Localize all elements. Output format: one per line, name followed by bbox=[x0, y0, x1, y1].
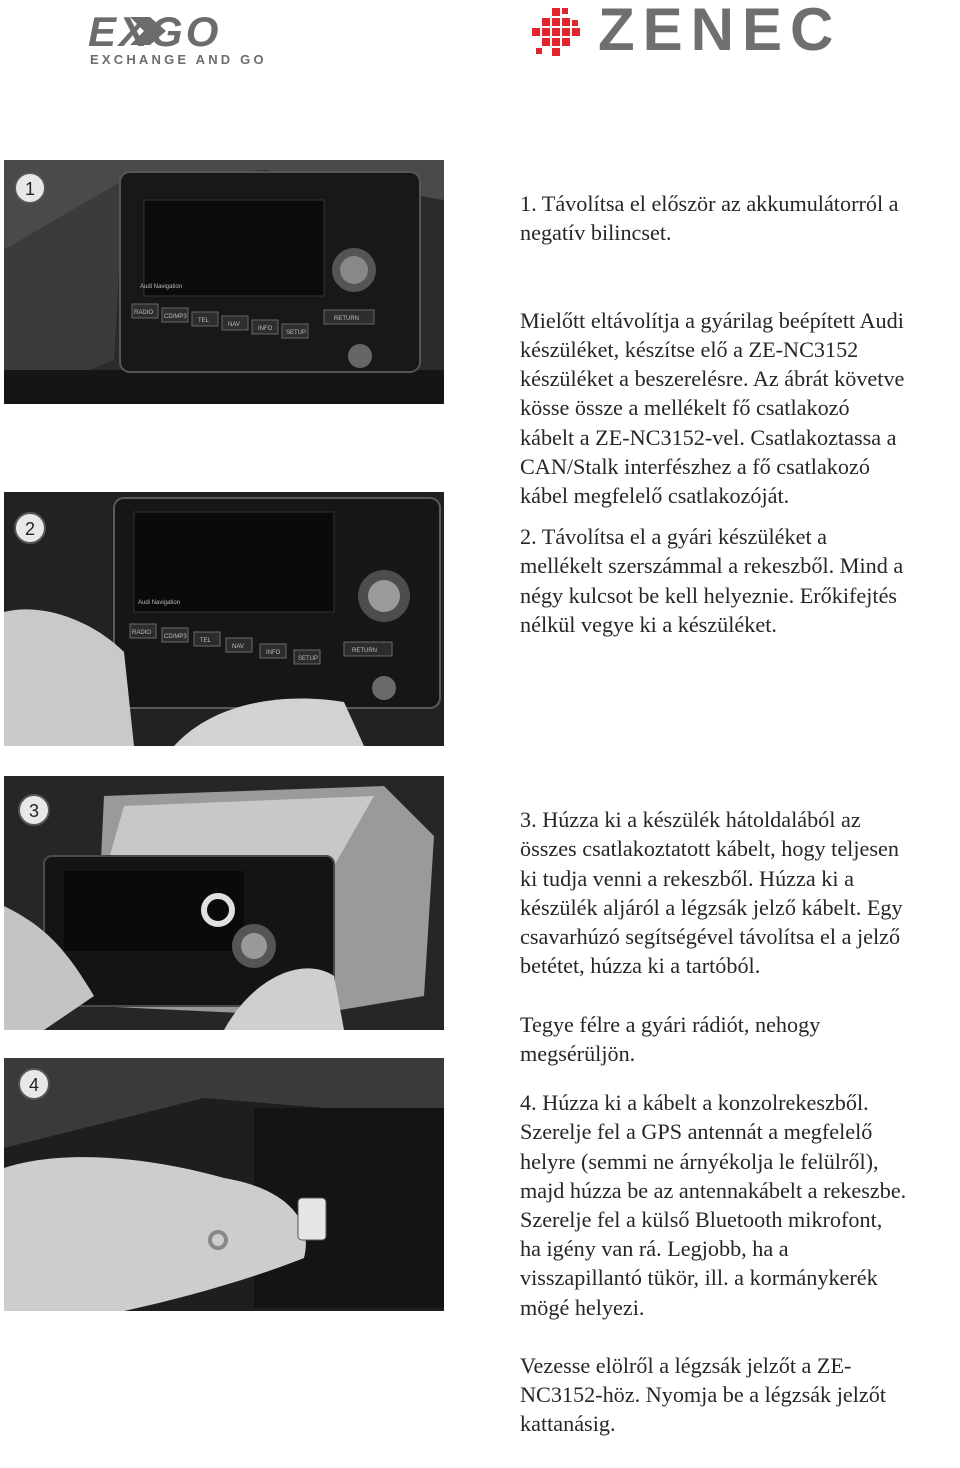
step-1-label-0: Audi Navigation bbox=[140, 284, 183, 290]
step-2-text bbox=[520, 493, 960, 668]
step-1-text bbox=[520, 160, 960, 539]
step-3-photo bbox=[4, 776, 444, 1030]
step-4-text bbox=[520, 1059, 960, 1468]
step-1-label-5: INFO bbox=[258, 326, 273, 332]
step-1-paragraph-2: Mielőtt eltávolítja a gyárilag beépített Audi készüléket, készítse elő a ZE-NC3152 készüléket a beszerelésre. Az ábrát követve kösse össze a mellékelt fő csatlakozó kábelt a ZE-NC3152-vel. Csatlakoztassa a CAN/Stalk interfészhez a fő csatlakozó kábel megfelelő csatlakozóját. bbox=[520, 307, 905, 509]
step-4-paragraph-1: 4. Húzza ki a kábelt a konzolrekeszből. Szerelje fel a GPS antennát a megfelelő helyre (semmi ne árnyékolja le felülről), majd húzza be az antennakábelt a rekeszbe. Szerelje fel a külső Bluetooth mikrofont, ha igény van rá. Legjobb, ha a visszapillantó tükör, ill. a kormánykerék mögé helyezi. bbox=[520, 1090, 907, 1320]
step-2-label-3: TEL bbox=[200, 638, 212, 644]
step-1-label-1: RADIO bbox=[134, 310, 154, 316]
step-3-paragraph-1: 3. Húzza ki a készülék hátoldalából az összes csatlakoztatott kábelt, hogy teljesen ki tudja venni a rekeszből. Húzza ki a készülék aljáról a légzsák jelző kábelt. Egy csavarhúzó segítségével távolítsa el a jelző betétet, húzza ki a tartóból. bbox=[520, 807, 903, 979]
step-3-text bbox=[520, 776, 960, 1097]
exgo-logo bbox=[86, 8, 300, 70]
step-2-badge: 2 bbox=[24, 519, 36, 539]
step-4-paragraph-2: Vezesse elölről a légzsák jelzőt a ZE- NC3152-höz. Nyomja be a légzsák jelzőt kattanásig. bbox=[520, 1353, 886, 1437]
step-1-paragraph-1: 1. Távolítsa el először az akkumulátorról a negatív bilincset. bbox=[520, 191, 899, 246]
step-2-label-2: CD/MP3 bbox=[164, 634, 187, 640]
step-1-photo bbox=[4, 160, 444, 404]
step-1-label-6: SETUP bbox=[286, 330, 307, 336]
step-2-paragraph-1: 2. Távolítsa el a gyári készüléket a mellékelt szerszámmal a rekeszből. Mind a négy kulcsot be kell helyeznie. Erőkifejtés nélkül vegye ki a készüléket. bbox=[520, 524, 904, 637]
step-4-photo bbox=[4, 1058, 444, 1311]
step-2-label-5: INFO bbox=[266, 650, 281, 656]
step-3-badge: 3 bbox=[28, 801, 40, 821]
step-1-label-4: NAV bbox=[228, 322, 240, 328]
zenec-mark-icon bbox=[532, 8, 584, 60]
step-3-paragraph-2: Tegye félre a gyári rádiót, nehogy megsérüljön. bbox=[520, 1011, 821, 1066]
step-1-label-3: TEL bbox=[198, 318, 210, 324]
exgo-logo-word: EXGO bbox=[88, 8, 222, 55]
step-2-label-1: RADIO bbox=[132, 630, 152, 636]
step-1-label-7: RETURN bbox=[334, 316, 359, 322]
zenec-logo-word: ZENEC bbox=[598, 0, 842, 63]
step-4-badge: 4 bbox=[28, 1075, 40, 1095]
step-1-label-2: CD/MP3 bbox=[164, 314, 187, 320]
step-2-label-6: SETUP bbox=[298, 656, 319, 662]
step-2-label-0: Audi Navigation bbox=[138, 600, 181, 606]
step-1-badge: 1 bbox=[24, 179, 36, 199]
zenec-logo bbox=[532, 0, 904, 63]
step-2-photo bbox=[4, 492, 444, 746]
step-2-label-4: NAV bbox=[232, 644, 244, 650]
step-2-label-7: RETURN bbox=[352, 648, 377, 654]
exgo-logo-tagline: EXCHANGE AND GO bbox=[90, 52, 267, 67]
